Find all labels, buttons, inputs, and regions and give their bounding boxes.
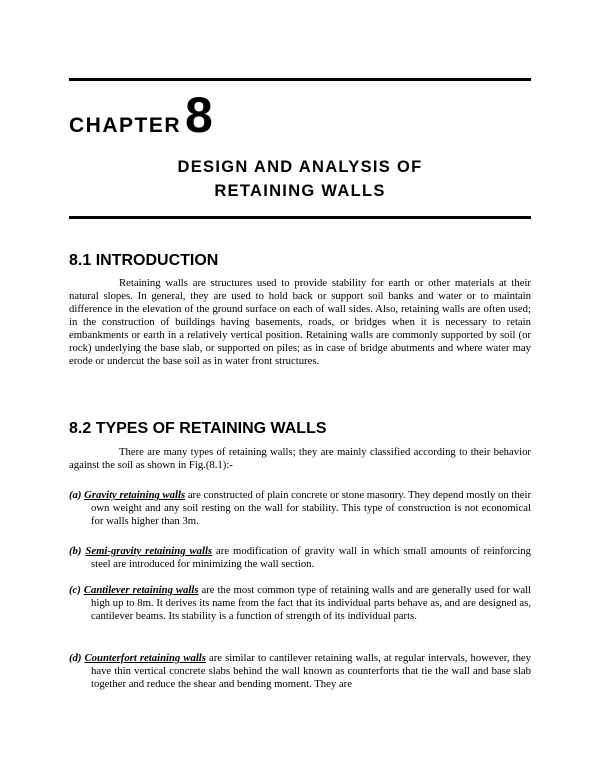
list-item-counterfort bbox=[69, 652, 531, 691]
list-item-cantilever bbox=[69, 584, 531, 623]
item-text: are the most common type of retaining walls and are generally used for wall high up to 8m. It derives its name from the fact that its individual parts behave as, and are designed as, cantilever beams. Its stability is a function of strength of its individual parts. bbox=[91, 584, 532, 622]
item-term: Semi-gravity retaining walls bbox=[85, 545, 213, 557]
types-text: There are many types of retaining walls; they are mainly classified according to their behavior against the soil as shown in Fig.(8.1):- bbox=[69, 446, 531, 471]
types-paragraph bbox=[69, 446, 531, 472]
item-label: (c) bbox=[69, 584, 81, 596]
item-label: (d) bbox=[69, 652, 82, 664]
chapter-number: 8 bbox=[185, 87, 213, 143]
list-item-semi-gravity bbox=[69, 545, 531, 571]
item-label: (b) bbox=[69, 545, 82, 557]
section-heading-types: 8.2 TYPES OF RETAINING WALLS bbox=[69, 420, 327, 437]
item-text: are constructed of plain concrete or stone masonry. They depend mostly on their own weight and any soil resting on the wall for stability. This type of construction is not economical for walls higher than 3m. bbox=[91, 489, 531, 527]
list-item-gravity bbox=[69, 489, 531, 528]
item-term: Counterfort retaining walls bbox=[84, 652, 206, 664]
item-label: (a) bbox=[69, 489, 82, 501]
top-rule bbox=[69, 78, 531, 81]
section-heading-introduction: 8.1 INTRODUCTION bbox=[69, 252, 219, 269]
introduction-paragraph bbox=[69, 277, 531, 368]
chapter-label bbox=[69, 86, 213, 144]
item-term: Gravity retaining walls bbox=[84, 489, 186, 501]
item-term: Cantilever retaining walls bbox=[83, 584, 199, 596]
introduction-text: Retaining walls are structures used to provide stability for earth or other materials at their natural slopes. In general, they are used to hold back or support soil banks and water or to maintain difference in the elevation of the ground surface on each of wall sides. Also, retaining walls are often used; in the construction of buildings having basements, roads, or bridges when it is necessary to retain embankments or earth in a relatively vertical position. Retaining walls are commonly supported by soil (or rock) underlying the base slab, or supported on piles; as in case of bridge abutments and where water may erode or undercut the base soil as in water front structures. bbox=[69, 277, 531, 367]
chapter-title-line-2: RETAINING WALLS bbox=[214, 182, 386, 200]
item-text: are modification of gravity wall in which small amounts of reinforcing steel are introduced for minimizing the wall section. bbox=[91, 545, 531, 570]
item-text: are similar to cantilever retaining walls, at regular intervals, however, they have thin vertical concrete slabs behind the wall known as counterforts that tie the wall and base slab together and reduce the shear and bending moment. They are bbox=[91, 652, 532, 690]
chapter-word: CHAPTER bbox=[69, 114, 182, 137]
bottom-rule bbox=[69, 216, 531, 219]
chapter-title-line-1: DESIGN AND ANALYSIS OF bbox=[177, 158, 423, 176]
